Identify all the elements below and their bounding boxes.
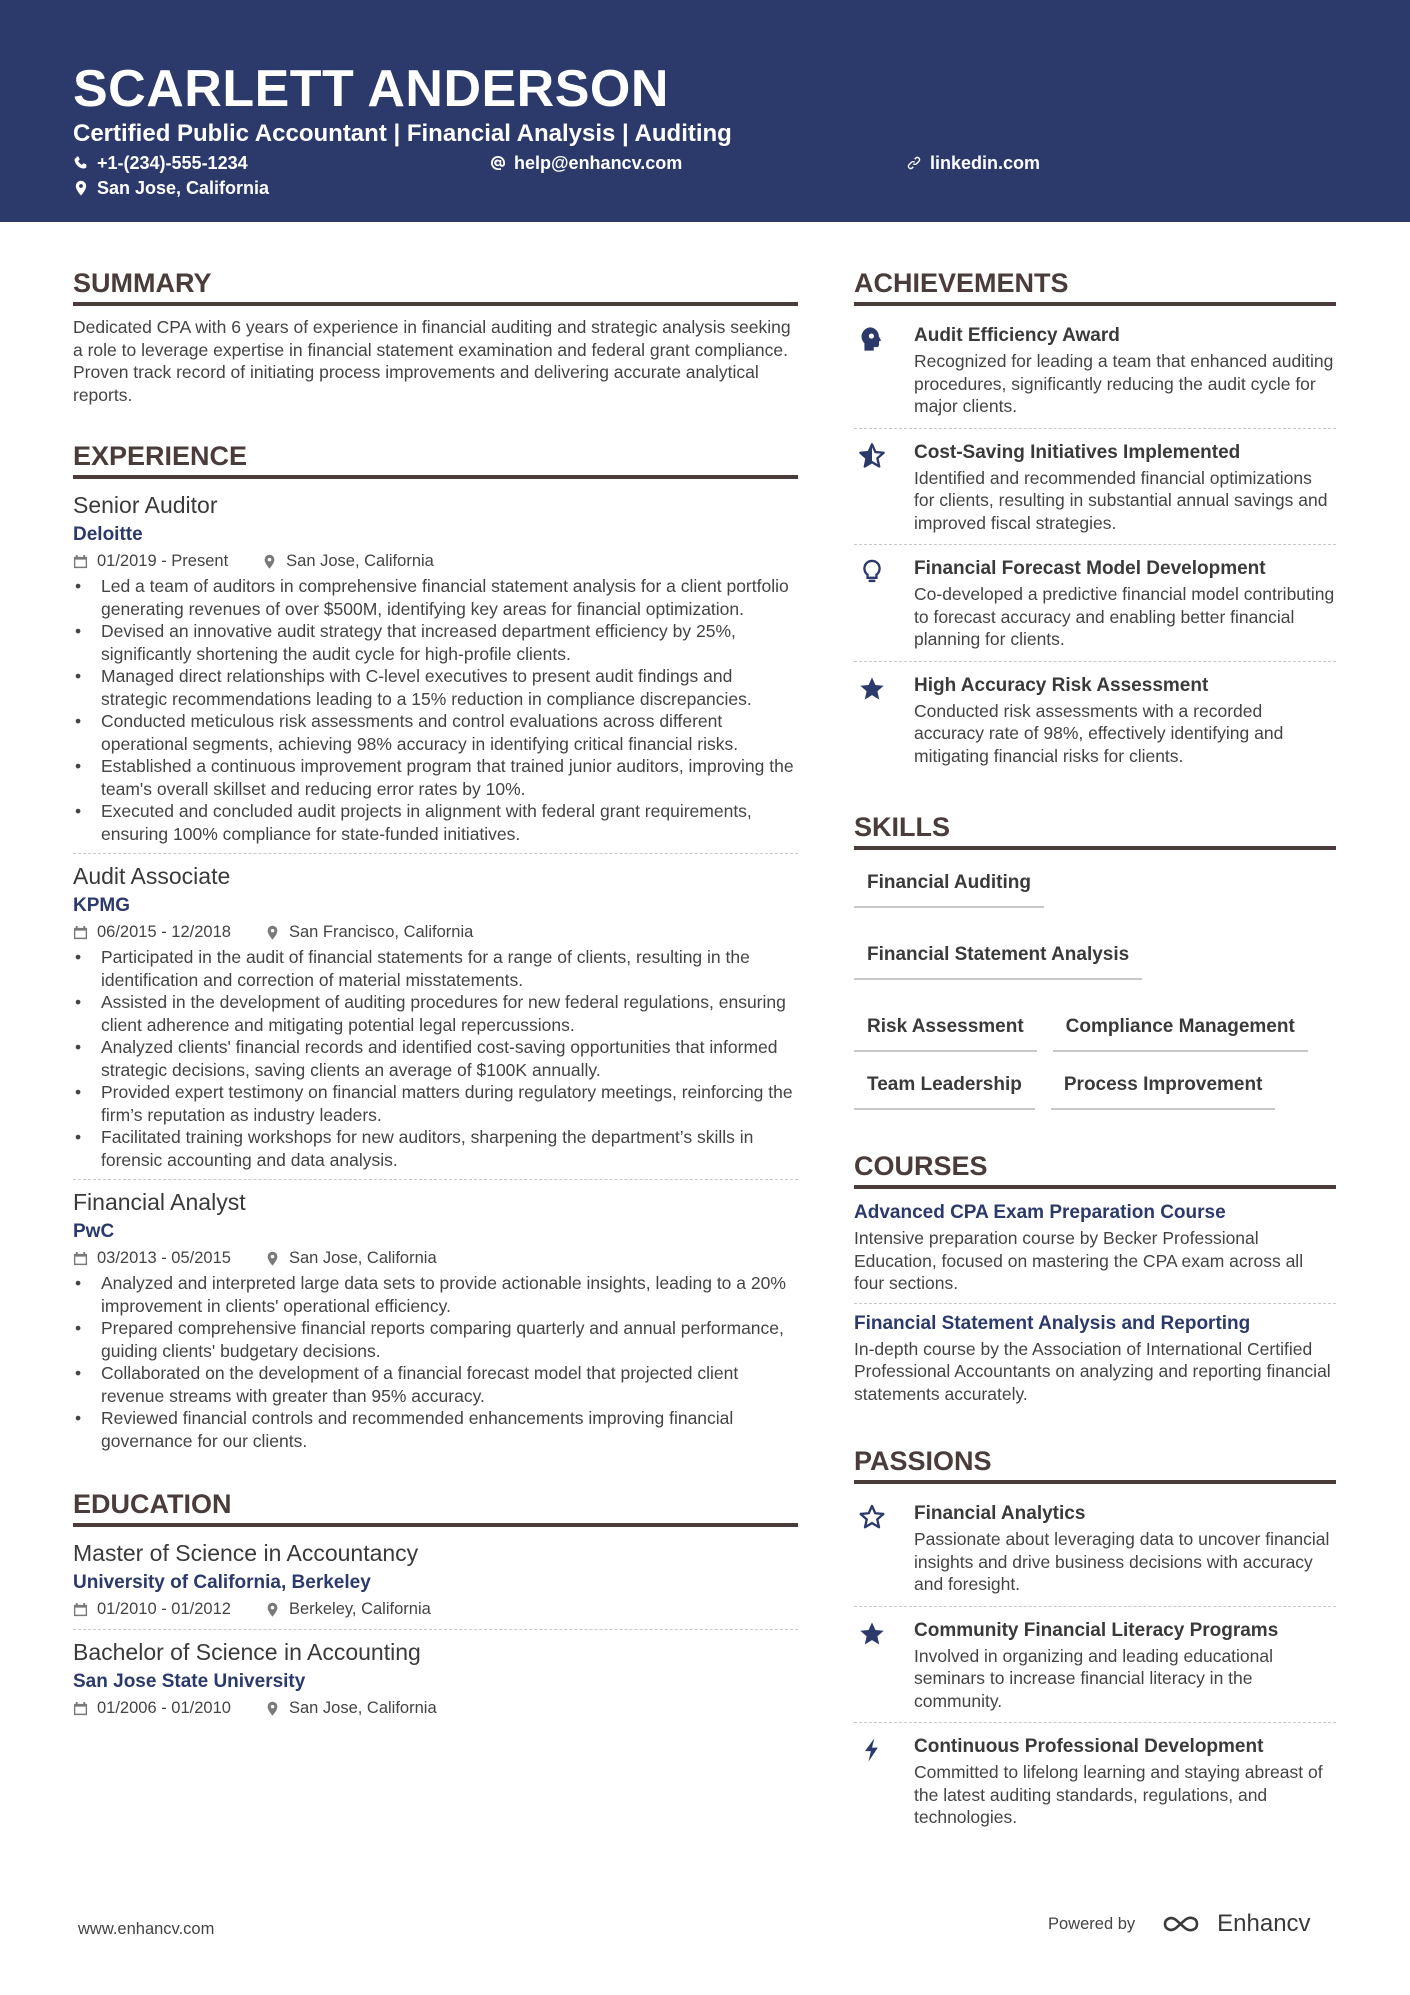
divider (73, 1179, 798, 1180)
job-title: Audit Associate (73, 863, 231, 889)
achievements-heading: ACHIEVEMENTS (854, 265, 1336, 306)
job-location: San Jose, California (288, 1249, 437, 1267)
star-outline-icon (858, 1503, 886, 1531)
skill-tag: Financial Auditing (854, 864, 1044, 908)
footer-branding (1048, 1910, 1311, 1938)
skills-section (854, 809, 1336, 1110)
location-pin-icon (262, 554, 277, 569)
course-item (854, 1310, 1336, 1406)
achievement-item (854, 433, 1336, 543)
job-title: Senior Auditor (73, 492, 218, 518)
experience-entry (73, 860, 798, 1171)
candidate-headline: Certified Public Accountant | Financial Analysis | Auditing (73, 120, 732, 147)
infinity-logo-icon (1161, 1911, 1209, 1937)
summary-heading: SUMMARY (73, 265, 798, 306)
passion-item (854, 1611, 1336, 1721)
achievement-item (854, 549, 1336, 659)
job-location: San Francisco, California (288, 923, 474, 941)
education-meta (73, 1696, 798, 1720)
courses-heading: COURSES (854, 1148, 1336, 1189)
achievement-desc: Conducted risk assessments with a recorded accuracy rate of 98%, effectively identifying and mitigating financial risks for clients. (914, 700, 1284, 766)
job-meta (73, 1246, 798, 1270)
star-half-icon (858, 442, 886, 470)
company-name: PwC (73, 1221, 115, 1242)
divider (854, 661, 1336, 662)
experience-heading: EXPERIENCE (73, 438, 798, 479)
achievement-title: Financial Forecast Model Development (914, 558, 1266, 579)
bullet-item: • Analyzed clients' financial records and identified cost-saving opportunities that informed strategic decisions, saving clients an average of $100K annually. (73, 1036, 798, 1081)
star-icon (858, 675, 886, 703)
achievement-item (854, 316, 1336, 426)
contact-location (73, 176, 269, 200)
achievement-item (854, 666, 1336, 776)
job-meta (73, 920, 798, 944)
calendar-icon (73, 1602, 88, 1617)
job-location: San Jose, California (286, 552, 434, 570)
course-desc: In-depth course by the Association of International Certified Professional Accountants on analyzing and reporting financial statements accurately. (854, 1338, 1331, 1404)
passion-item (854, 1494, 1336, 1604)
location-pin-icon (265, 925, 280, 940)
degree-title: Bachelor of Science in Accounting (73, 1639, 421, 1665)
passions-section (854, 1443, 1336, 1837)
passion-title: Financial Analytics (914, 1503, 1086, 1524)
skill-tag: Team Leadership (854, 1066, 1035, 1110)
education-location: San Jose, California (288, 1699, 437, 1717)
bullet-item: • Analyzed and interpreted large data sets to provide actionable insights, leading to a 20% improvement in clients' operational efficiency. (73, 1272, 798, 1317)
lightning-icon (858, 1736, 886, 1764)
phone-icon (73, 155, 89, 171)
contact-phone[interactable] (73, 151, 248, 175)
passion-title: Continuous Professional Development (914, 1736, 1264, 1757)
education-dates: 01/2010 - 01/2012 (97, 1600, 231, 1618)
at-icon (490, 155, 506, 171)
course-desc: Intensive preparation course by Becker Professional Education, focused on mastering the CPA exam across all four sections. (854, 1228, 1304, 1293)
education-entry (73, 1537, 798, 1621)
contact-linkedin[interactable] (906, 151, 1040, 175)
passion-desc: Committed to lifelong learning and staying abreast of the latest auditing standards, regulations, and technologies. (914, 1762, 1323, 1827)
powered-by-text: Powered by (1048, 1914, 1136, 1933)
enhancv-logo[interactable] (1161, 1910, 1310, 1938)
calendar-icon (73, 554, 88, 569)
education-entry (73, 1636, 798, 1720)
achievement-title: High Accuracy Risk Assessment (914, 674, 1209, 696)
job-bullets (73, 946, 798, 1171)
phone-text: +1-(234)-555-1234 (97, 153, 248, 173)
bullet-item: • Conducted meticulous risk assessments and control evaluations across different operational segments, achieving 98% accuracy in identifying critical financial risks. (73, 710, 798, 755)
skill-tag: Financial Statement Analysis (854, 936, 1142, 980)
bullet-item: • Managed direct relationships with C-level executives to present audit findings and strategic recommendations leading to a 15% reduction in compliance discrepancies. (73, 665, 798, 710)
bullet-item: • Prepared comprehensive financial reports comparing quarterly and annual performance, guiding clients' budgetary decisions. (73, 1317, 798, 1362)
skill-tag: Risk Assessment (854, 1008, 1037, 1052)
bullet-item: • Executed and concluded audit projects in alignment with federal grant requirements, ensuring 100% compliance for state-funded initiatives. (73, 800, 798, 845)
experience-entry (73, 489, 798, 845)
link-icon (906, 155, 922, 171)
job-title: Financial Analyst (73, 1189, 246, 1215)
bullet-item: • Collaborated on the development of a financial forecast model that projected client revenue streams with greater than 95% accuracy. (73, 1362, 798, 1407)
courses-section (854, 1148, 1336, 1405)
left-column (73, 265, 798, 1722)
school-name: University of California, Berkeley (73, 1572, 371, 1593)
resume-header (0, 0, 1410, 222)
divider (73, 853, 798, 854)
summary-section (73, 265, 798, 406)
summary-text: Dedicated CPA with 6 years of experience in financial auditing and strategic analysis seeking a role to leverage expertise in financial statement examination and federal grant compliance. Proven track record of initiating process improvements and delivering accurate analytical reports. (73, 317, 791, 405)
divider (854, 544, 1336, 545)
job-dates: 01/2019 - Present (97, 552, 229, 570)
candidate-name: SCARLETT ANDERSON (73, 60, 669, 118)
lightbulb-icon (858, 558, 886, 586)
divider (854, 428, 1336, 429)
location-pin-icon (73, 180, 89, 196)
job-dates: 03/2013 - 05/2015 (97, 1249, 231, 1267)
course-title: Financial Statement Analysis and Reporting (854, 1312, 1251, 1334)
divider (854, 1303, 1336, 1304)
job-bullets (73, 575, 798, 845)
job-meta (73, 549, 798, 573)
achievement-desc: Co-developed a predictive financial model contributing to forecast accuracy and enabling better financial planning for clients. (914, 584, 1335, 649)
head-gear-icon (858, 325, 886, 353)
right-column (854, 265, 1336, 1837)
star-icon (858, 1620, 886, 1648)
skills-heading: SKILLS (854, 809, 1336, 850)
calendar-icon (73, 1701, 88, 1716)
location-pin-icon (265, 1251, 280, 1266)
achievement-desc: Identified and recommended financial optimizations for clients, resulting in substantial annual savings and improved fiscal strategies. (914, 467, 1328, 533)
passion-desc: Involved in organizing and leading educational seminars to increase financial literacy in the community. (914, 1645, 1274, 1711)
email-text: help@enhancv.com (514, 153, 683, 173)
location-text: San Jose, California (97, 178, 270, 198)
education-heading: EDUCATION (73, 1486, 798, 1527)
bullet-item: • Devised an innovative audit strategy that increased department efficiency by 25%, significantly shortening the audit cycle for high-profile clients. (73, 620, 798, 665)
location-pin-icon (265, 1701, 280, 1716)
divider (73, 1629, 798, 1630)
education-section (73, 1486, 798, 1720)
achievement-title: Cost-Saving Initiatives Implemented (914, 441, 1241, 463)
achievement-desc: Recognized for leading a team that enhanced auditing procedures, significantly reducing the audit cycle for major clients. (914, 351, 1334, 416)
achievements-section (854, 265, 1336, 775)
footer-website[interactable]: www.enhancv.com (78, 1920, 215, 1938)
bullet-item: • Assisted in the development of auditing procedures for new federal regulations, ensuring client adherence and mitigating potential legal repercussions. (73, 991, 798, 1036)
bullet-item: • Established a continuous improvement program that trained junior auditors, improving the team's overall skillset and reducing error rates by 10%. (73, 755, 798, 800)
linkedin-text: linkedin.com (930, 153, 1041, 173)
bullet-item: • Participated in the audit of financial statements for a range of clients, resulting in the identification and correction of material misstatements. (73, 946, 798, 991)
degree-title: Master of Science in Accountancy (73, 1540, 419, 1566)
education-meta (73, 1597, 798, 1621)
passion-desc: Passionate about leveraging data to uncover financial insights and drive business decisions with accuracy and foresight. (914, 1529, 1330, 1594)
job-bullets (73, 1272, 798, 1452)
school-name: San Jose State University (73, 1671, 306, 1692)
education-dates: 01/2006 - 01/2010 (97, 1699, 231, 1717)
skill-tag: Process Improvement (1051, 1066, 1276, 1110)
brand-name: Enhancv (1217, 1910, 1311, 1937)
company-name: KPMG (73, 895, 130, 916)
skill-tag: Compliance Management (1053, 1008, 1308, 1052)
calendar-icon (73, 1251, 88, 1266)
achievement-title: Audit Efficiency Award (914, 325, 1120, 346)
passions-heading: PASSIONS (854, 1443, 1336, 1484)
job-dates: 06/2015 - 12/2018 (97, 923, 231, 941)
bullet-item: • Facilitated training workshops for new auditors, sharpening the department’s skills in forensic accounting and data analysis. (73, 1126, 798, 1171)
experience-section (73, 438, 798, 1452)
divider (854, 1606, 1336, 1607)
bullet-item: • Reviewed financial controls and recommended enhancements improving financial governance for our clients. (73, 1407, 798, 1452)
location-pin-icon (265, 1602, 280, 1617)
calendar-icon (73, 925, 88, 940)
contact-email[interactable] (490, 151, 682, 175)
bullet-item: • Led a team of auditors in comprehensive financial statement analysis for a client portfolio generating revenues of over $500M, identifying key areas for financial optimization. (73, 575, 798, 620)
passion-title: Community Financial Literacy Programs (914, 1619, 1279, 1641)
experience-entry (73, 1186, 798, 1452)
bullet-item: • Provided expert testimony on financial matters during regulatory meetings, reinforcing the firm’s reputation as industry leaders. (73, 1081, 798, 1126)
education-location: Berkeley, California (288, 1600, 431, 1618)
course-item (854, 1199, 1336, 1295)
company-name: Deloitte (73, 524, 143, 545)
skills-list (854, 860, 1336, 1110)
divider (854, 1722, 1336, 1723)
course-title: Advanced CPA Exam Preparation Course (854, 1202, 1226, 1223)
passion-item (854, 1727, 1336, 1837)
